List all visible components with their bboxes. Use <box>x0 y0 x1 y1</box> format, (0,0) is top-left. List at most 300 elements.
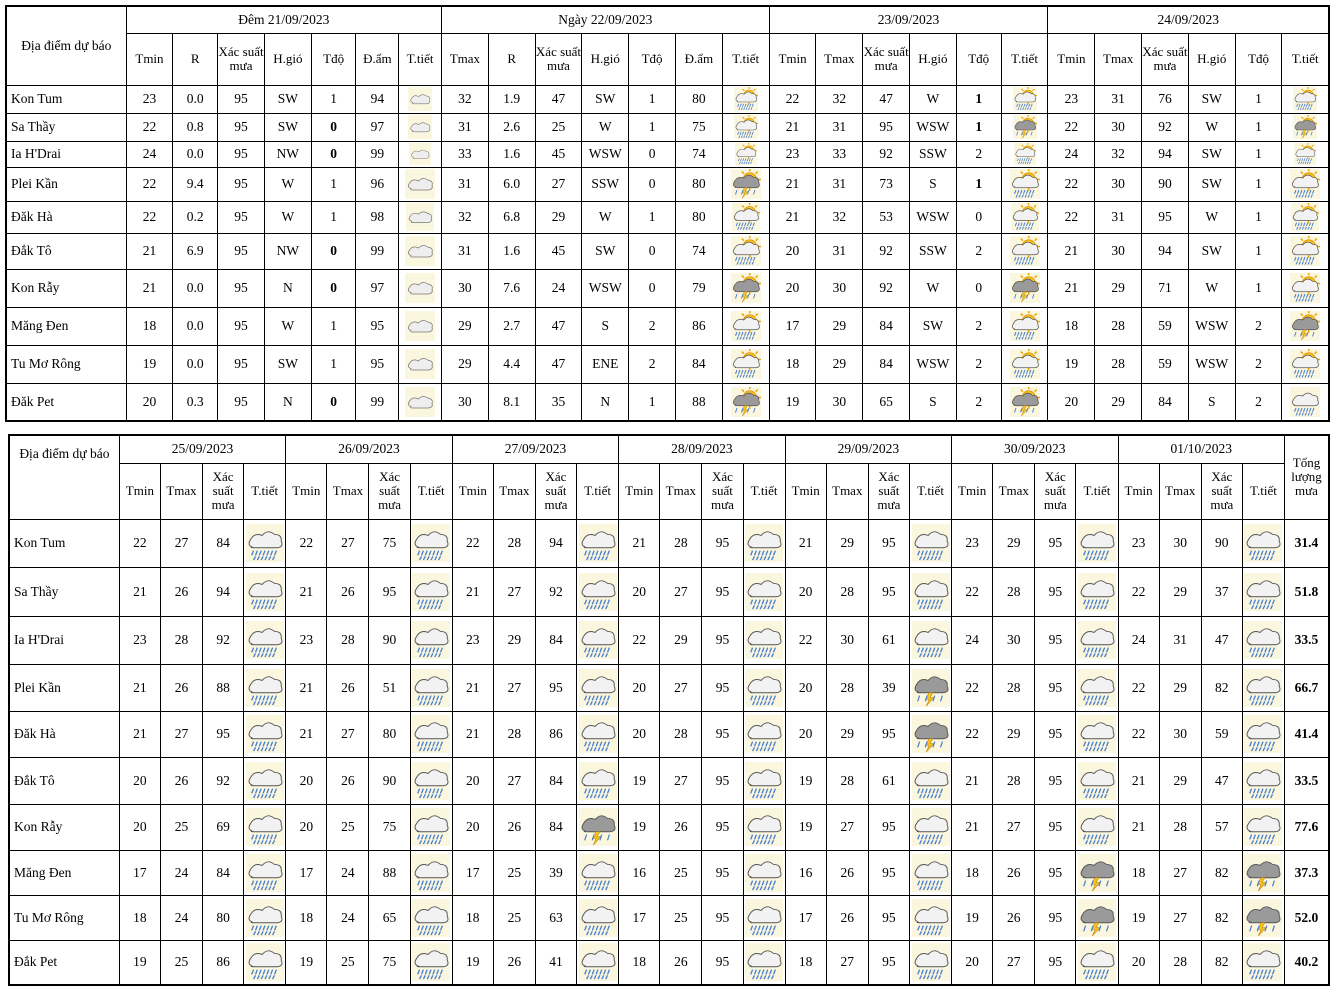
value-cell: 26 <box>660 940 702 985</box>
cloud-storm-icon <box>912 668 950 708</box>
sun-cloud-rain-icon <box>1005 311 1045 341</box>
location-name: Đăk Hà <box>9 711 119 757</box>
value-cell: 2 <box>1235 307 1282 345</box>
column-header: T.tiết <box>909 463 951 519</box>
weather-icon-cell <box>410 757 452 804</box>
table-row <box>6 141 1329 167</box>
weather-icon-cell <box>1076 519 1118 567</box>
cloud-rain-icon <box>1078 523 1116 563</box>
value-cell: 59 <box>1142 345 1189 383</box>
value-cell: 27 <box>993 940 1035 985</box>
value-cell: 2.7 <box>488 307 535 345</box>
value-cell: 0 <box>311 269 356 307</box>
value-cell: 94 <box>356 85 399 113</box>
value-cell: 18 <box>619 940 660 985</box>
value-cell: 28 <box>493 711 535 757</box>
value-cell: 75 <box>369 519 410 567</box>
value-cell: 0 <box>629 269 676 307</box>
column-header: Xác suất mưa <box>203 463 244 519</box>
value-cell: 95 <box>218 307 265 345</box>
value-cell: 32 <box>441 201 488 233</box>
value-cell: 84 <box>535 616 576 664</box>
value-cell: 0.3 <box>173 383 218 421</box>
weather-icon-cell <box>743 804 785 850</box>
cloud-rain-icon <box>1244 572 1282 612</box>
value-cell: 22 <box>1048 201 1095 233</box>
value-cell: 27 <box>826 804 868 850</box>
value-cell: 21 <box>119 567 160 616</box>
value-cell: 28 <box>493 519 535 567</box>
value-cell: 88 <box>675 383 722 421</box>
weather-icon-cell <box>1242 804 1284 850</box>
column-header: T.tiết <box>399 33 442 85</box>
weather-icon-cell <box>410 895 452 940</box>
location-name: Măng Đen <box>9 850 119 895</box>
value-cell: N <box>264 383 311 421</box>
weather-icon-cell <box>244 850 286 895</box>
value-cell: 1 <box>1235 201 1282 233</box>
value-cell: 27 <box>535 167 582 201</box>
cloud-rain-icon <box>246 714 284 754</box>
value-cell: 26 <box>160 567 202 616</box>
weather-icon-cell <box>1282 85 1329 113</box>
weather-icon-cell <box>244 940 286 985</box>
value-cell: 92 <box>535 567 576 616</box>
cloud-rain-icon <box>579 761 617 801</box>
weather-icon-cell <box>577 664 619 711</box>
sun-cloud-rain-icon <box>1005 87 1045 111</box>
value-cell: 25 <box>660 850 702 895</box>
cloud-rain-icon <box>246 572 284 612</box>
value-cell: 24 <box>327 850 369 895</box>
weather-icon-cell <box>577 850 619 895</box>
cloud-rain-icon <box>1244 523 1282 563</box>
value-cell: 22 <box>1118 664 1159 711</box>
sun-cloud-rain-icon <box>1005 236 1045 266</box>
value-cell: 23 <box>769 141 816 167</box>
weather-icon-cell <box>1001 113 1048 141</box>
cloud-rain-icon <box>745 668 783 708</box>
value-cell: 73 <box>863 167 910 201</box>
location-name: Đắk Pet <box>9 940 119 985</box>
weather-icon-cell <box>743 850 785 895</box>
weather-icon-cell <box>1076 616 1118 664</box>
weather-icon-cell <box>1282 383 1329 421</box>
value-cell: 22 <box>126 201 173 233</box>
cloud-rain-icon <box>579 620 617 660</box>
cloud-rain-icon <box>412 620 450 660</box>
value-cell: 17 <box>769 307 816 345</box>
value-cell: 1 <box>311 85 356 113</box>
value-cell: 23 <box>952 519 993 567</box>
value-cell: 1 <box>311 345 356 383</box>
location-name: Kon Tum <box>6 85 126 113</box>
date-header: 30/09/2023 <box>952 435 1118 463</box>
value-cell: 28 <box>993 757 1035 804</box>
value-cell: 32 <box>816 201 863 233</box>
sun-cloud-storm-icon <box>1005 273 1045 303</box>
weather-icon-cell <box>244 757 286 804</box>
location-name: Tu Mơ Rông <box>6 345 126 383</box>
sun-cloud-rain-icon <box>1285 203 1325 231</box>
weather-icon-cell <box>1001 383 1048 421</box>
total-rain-value: 40.2 <box>1284 940 1329 985</box>
value-cell: 20 <box>785 711 826 757</box>
value-cell: 31 <box>816 233 863 269</box>
value-cell: 21 <box>452 711 493 757</box>
value-cell: 27 <box>493 567 535 616</box>
value-cell: 95 <box>863 113 910 141</box>
weather-icon-cell <box>909 895 951 940</box>
value-cell: S <box>582 307 629 345</box>
value-cell: 23 <box>1118 519 1159 567</box>
value-cell: 20 <box>126 383 173 421</box>
column-header: Tmax <box>327 463 369 519</box>
value-cell: 2 <box>956 383 1001 421</box>
table-row <box>9 664 1329 711</box>
value-cell: 22 <box>952 567 993 616</box>
value-cell: 95 <box>702 711 743 757</box>
value-cell: 0 <box>956 201 1001 233</box>
value-cell: 26 <box>160 757 202 804</box>
value-cell: SSW <box>910 141 957 167</box>
night-cloud-rain-icon <box>400 236 440 266</box>
value-cell: 28 <box>660 711 702 757</box>
value-cell: 1 <box>629 113 676 141</box>
value-cell: 26 <box>826 895 868 940</box>
value-cell: 22 <box>126 167 173 201</box>
value-cell: 27 <box>327 519 369 567</box>
value-cell: 80 <box>675 85 722 113</box>
value-cell: 29 <box>493 616 535 664</box>
value-cell: 29 <box>826 711 868 757</box>
value-cell: 84 <box>1142 383 1189 421</box>
value-cell: 17 <box>452 850 493 895</box>
weather-icon-cell <box>743 519 785 567</box>
location-name: Ia H'Drai <box>9 616 119 664</box>
weather-icon-cell <box>410 664 452 711</box>
location-name: Plei Kần <box>6 167 126 201</box>
value-cell: 26 <box>993 895 1035 940</box>
value-cell: 17 <box>119 850 160 895</box>
value-cell: 84 <box>535 804 576 850</box>
value-cell: 20 <box>785 664 826 711</box>
value-cell: 25 <box>493 895 535 940</box>
value-cell: 31 <box>441 113 488 141</box>
value-cell: W <box>910 269 957 307</box>
sun-cloud-storm-icon <box>726 169 766 199</box>
value-cell: 59 <box>1142 307 1189 345</box>
value-cell: 20 <box>452 757 493 804</box>
value-cell: 33 <box>816 141 863 167</box>
value-cell: 2 <box>956 345 1001 383</box>
value-cell: 95 <box>218 269 265 307</box>
value-cell: 27 <box>160 519 202 567</box>
value-cell: 33 <box>441 141 488 167</box>
value-cell: 18 <box>769 345 816 383</box>
value-cell: 20 <box>286 804 327 850</box>
value-cell: 0 <box>311 383 356 421</box>
location-name: Đắk Tô <box>9 757 119 804</box>
value-cell: 92 <box>863 141 910 167</box>
value-cell: 98 <box>356 201 399 233</box>
weather-icon-cell <box>1076 567 1118 616</box>
weather-icon-cell <box>1282 201 1329 233</box>
value-cell: 95 <box>702 664 743 711</box>
sun-cloud-rain-icon <box>726 143 766 165</box>
weather-icon-cell <box>722 141 769 167</box>
value-cell: 47 <box>535 307 582 345</box>
value-cell: 95 <box>868 895 909 940</box>
date-header: 23/09/2023 <box>769 6 1048 33</box>
column-header: H.gió <box>910 33 957 85</box>
value-cell: 92 <box>203 616 244 664</box>
value-cell: 20 <box>619 664 660 711</box>
value-cell: 1 <box>1235 167 1282 201</box>
total-rain-value: 33.5 <box>1284 616 1329 664</box>
cloud-rain-icon <box>412 668 450 708</box>
value-cell: 95 <box>868 850 909 895</box>
sun-cloud-rain-icon <box>726 311 766 341</box>
value-cell: 18 <box>1048 307 1095 345</box>
value-cell: 25 <box>327 940 369 985</box>
location-header: Địa điểm dự báo <box>6 6 126 85</box>
value-cell: 22 <box>119 519 160 567</box>
weather-icon-cell <box>399 307 442 345</box>
value-cell: 2 <box>629 345 676 383</box>
value-cell: 95 <box>218 167 265 201</box>
value-cell: 30 <box>1095 113 1142 141</box>
value-cell: 0.0 <box>173 269 218 307</box>
total-rain-value: 31.4 <box>1284 519 1329 567</box>
column-header: Xác suất mưa <box>1142 33 1189 85</box>
column-header: Xác suất mưa <box>1035 463 1076 519</box>
value-cell: 69 <box>203 804 244 850</box>
value-cell: WSW <box>910 201 957 233</box>
value-cell: 2 <box>1235 345 1282 383</box>
weather-icon-cell <box>577 940 619 985</box>
location-name: Kon Rẫy <box>9 804 119 850</box>
cloud-rain-icon <box>412 898 450 938</box>
value-cell: WSW <box>1188 345 1235 383</box>
column-header: Xác suất mưa <box>535 463 576 519</box>
weather-icon-cell <box>399 113 442 141</box>
weather-icon-cell <box>1076 664 1118 711</box>
value-cell: 29 <box>1095 383 1142 421</box>
value-cell: 1 <box>1235 141 1282 167</box>
value-cell: 20 <box>119 804 160 850</box>
value-cell: SW <box>910 307 957 345</box>
weather-icon-cell <box>1282 345 1329 383</box>
value-cell: 22 <box>769 85 816 113</box>
value-cell: 95 <box>356 345 399 383</box>
value-cell: 94 <box>535 519 576 567</box>
column-header: Tmax <box>1095 33 1142 85</box>
table-row <box>9 567 1329 616</box>
night-cloud-icon <box>400 273 440 303</box>
value-cell: 95 <box>868 567 909 616</box>
sun-cloud-storm-icon <box>1005 115 1045 139</box>
weather-icon-cell <box>722 85 769 113</box>
column-header: Tmin <box>785 463 826 519</box>
table-row <box>6 345 1329 383</box>
column-header: T.tiết <box>1282 33 1329 85</box>
weather-icon-cell <box>722 167 769 201</box>
column-header: T.tiết <box>410 463 452 519</box>
weather-icon-cell <box>410 711 452 757</box>
value-cell: 19 <box>769 383 816 421</box>
weather-icon-cell <box>1076 895 1118 940</box>
value-cell: 1 <box>629 201 676 233</box>
value-cell: 94 <box>1142 233 1189 269</box>
value-cell: WSW <box>582 269 629 307</box>
column-header: Xác suất mưa <box>863 33 910 85</box>
value-cell: 45 <box>535 233 582 269</box>
column-header: Tmin <box>619 463 660 519</box>
sun-cloud-storm-icon <box>1005 387 1045 417</box>
value-cell: 39 <box>535 850 576 895</box>
value-cell: 95 <box>1035 519 1076 567</box>
weather-icon-cell <box>1282 141 1329 167</box>
cloud-rain-icon <box>745 761 783 801</box>
sun-cloud-rain-icon <box>1285 349 1325 379</box>
value-cell: 24 <box>160 850 202 895</box>
value-cell: 22 <box>1048 167 1095 201</box>
value-cell: 4.4 <box>488 345 535 383</box>
value-cell: 27 <box>493 757 535 804</box>
value-cell: 27 <box>660 567 702 616</box>
value-cell: 86 <box>203 940 244 985</box>
cloud-rain-icon <box>745 523 783 563</box>
cloud-rain-icon <box>1244 668 1282 708</box>
value-cell: 1 <box>1235 85 1282 113</box>
value-cell: NW <box>264 233 311 269</box>
column-header: H.gió <box>264 33 311 85</box>
weather-icon-cell <box>1076 711 1118 757</box>
value-cell: 31 <box>1095 201 1142 233</box>
weather-icon-cell <box>410 519 452 567</box>
weather-icon-cell <box>244 664 286 711</box>
weather-icon-cell <box>577 616 619 664</box>
weather-icon-cell <box>577 711 619 757</box>
value-cell: 24 <box>327 895 369 940</box>
value-cell: SW <box>1188 85 1235 113</box>
value-cell: W <box>264 201 311 233</box>
weather-icon-cell <box>244 616 286 664</box>
weather-icon-cell <box>410 940 452 985</box>
date-header: 28/09/2023 <box>619 435 785 463</box>
weather-icon-cell <box>722 307 769 345</box>
weather-icon-cell <box>244 895 286 940</box>
cloud-rain-icon <box>745 898 783 938</box>
sun-cloud-rain-icon <box>1285 236 1325 266</box>
value-cell: 31 <box>816 167 863 201</box>
cloud-rain-icon <box>912 898 950 938</box>
value-cell: 30 <box>441 269 488 307</box>
value-cell: 26 <box>160 664 202 711</box>
value-cell: 27 <box>1159 895 1201 940</box>
value-cell: 21 <box>452 664 493 711</box>
value-cell: 22 <box>619 616 660 664</box>
cloud-rain-icon <box>579 898 617 938</box>
cloud-rain-icon <box>912 761 950 801</box>
sun-cloud-rain-icon <box>726 203 766 231</box>
column-header: Tmax <box>826 463 868 519</box>
column-header: Xác suất mưa <box>218 33 265 85</box>
cloud-rain-icon <box>745 942 783 982</box>
value-cell: 18 <box>452 895 493 940</box>
column-header: Tđộ <box>1235 33 1282 85</box>
value-cell: 95 <box>702 895 743 940</box>
value-cell: 27 <box>327 711 369 757</box>
cloud-rain-icon <box>912 523 950 563</box>
value-cell: 95 <box>203 711 244 757</box>
value-cell: 51 <box>369 664 410 711</box>
column-header: Tmax <box>441 33 488 85</box>
cloud-rain-icon <box>1285 387 1325 417</box>
value-cell: 80 <box>675 167 722 201</box>
cloud-storm-icon <box>912 714 950 754</box>
value-cell: 97 <box>356 113 399 141</box>
sun-cloud-rain-icon <box>1285 169 1325 199</box>
value-cell: 76 <box>1142 85 1189 113</box>
cloud-rain-icon <box>579 572 617 612</box>
value-cell: 95 <box>1035 616 1076 664</box>
value-cell: 95 <box>356 307 399 345</box>
value-cell: 29 <box>441 307 488 345</box>
value-cell: 2 <box>1235 383 1282 421</box>
total-rain-value: 66.7 <box>1284 664 1329 711</box>
cloud-rain-icon <box>912 620 950 660</box>
table-row <box>9 757 1329 804</box>
value-cell: WSW <box>582 141 629 167</box>
value-cell: 53 <box>863 201 910 233</box>
value-cell: 95 <box>535 664 576 711</box>
value-cell: 25 <box>493 850 535 895</box>
weather-icon-cell <box>1242 664 1284 711</box>
value-cell: 17 <box>286 850 327 895</box>
value-cell: 1 <box>1235 269 1282 307</box>
value-cell: SW <box>264 85 311 113</box>
value-cell: 28 <box>826 664 868 711</box>
value-cell: 28 <box>660 519 702 567</box>
value-cell: 25 <box>535 113 582 141</box>
night-cloud-rain-icon <box>400 115 440 139</box>
night-cloud-icon <box>400 311 440 341</box>
value-cell: 95 <box>1035 711 1076 757</box>
cloud-storm-icon <box>1078 853 1116 893</box>
value-cell: SW <box>264 113 311 141</box>
cloud-rain-icon <box>745 714 783 754</box>
value-cell: 75 <box>675 113 722 141</box>
value-cell: 24 <box>126 141 173 167</box>
table-row <box>6 269 1329 307</box>
value-cell: 23 <box>119 616 160 664</box>
weather-icon-cell <box>1282 113 1329 141</box>
value-cell: 95 <box>1035 757 1076 804</box>
column-header: Xác suất mưa <box>535 33 582 85</box>
value-cell: 24 <box>1118 616 1159 664</box>
date-header: Ngày 22/09/2023 <box>441 6 769 33</box>
value-cell: 94 <box>1142 141 1189 167</box>
value-cell: 27 <box>826 940 868 985</box>
value-cell: 29 <box>1095 269 1142 307</box>
value-cell: 39 <box>868 664 909 711</box>
cloud-rain-icon <box>1244 714 1282 754</box>
value-cell: 21 <box>769 201 816 233</box>
date-header: 27/09/2023 <box>452 435 618 463</box>
weather-icon-cell <box>909 664 951 711</box>
